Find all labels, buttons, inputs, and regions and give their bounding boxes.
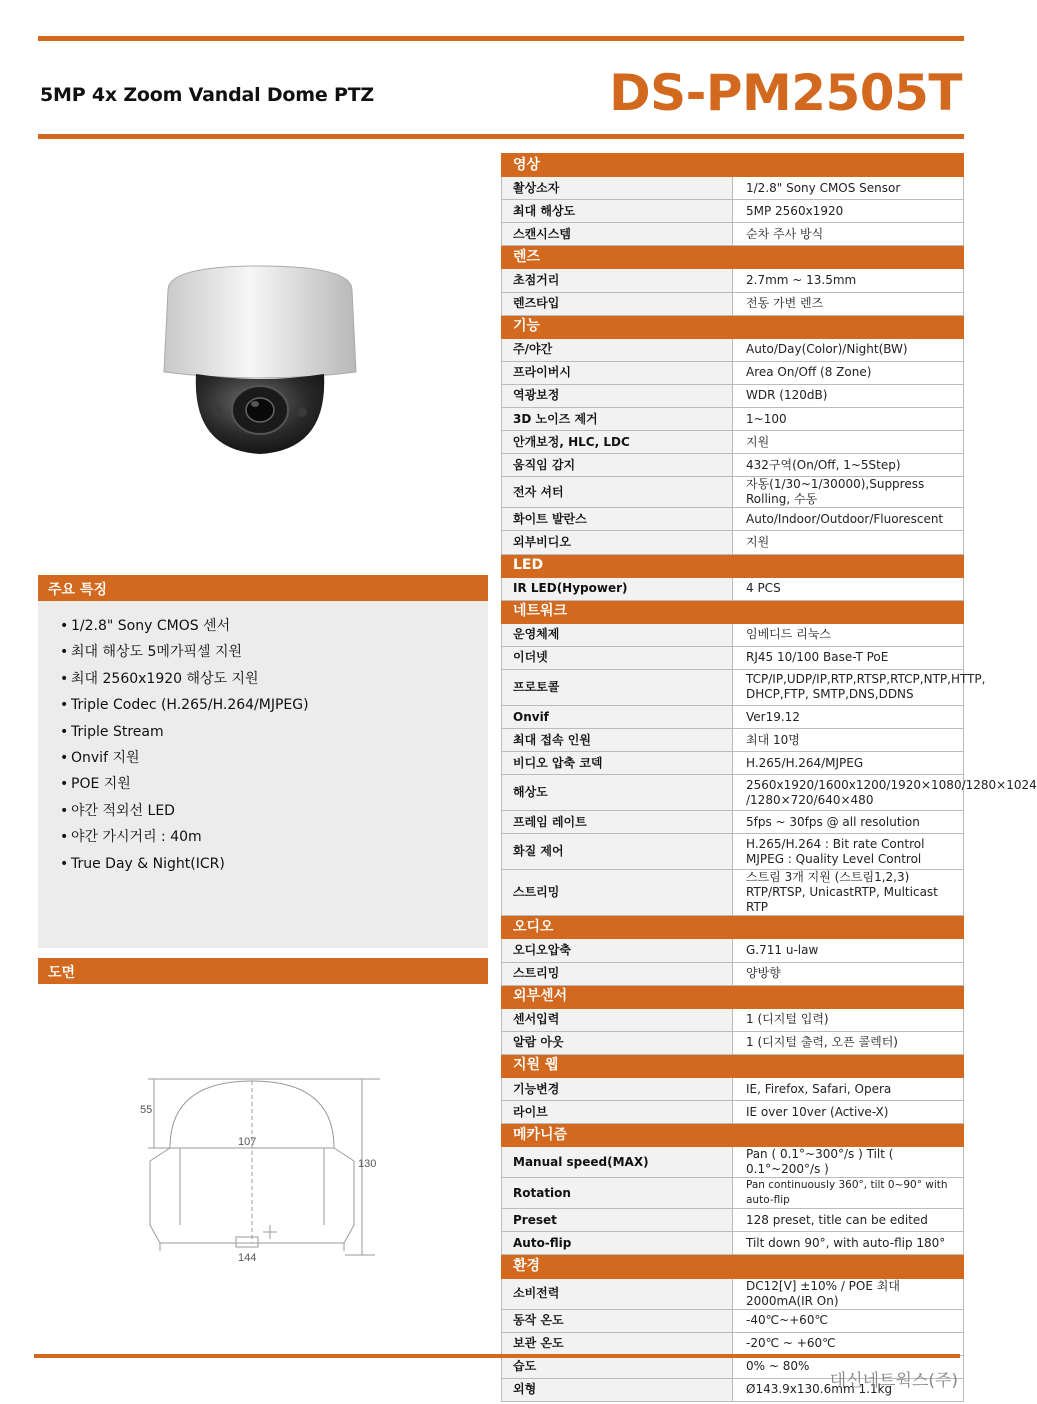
dim-width-base: 144: [238, 1252, 257, 1264]
spec-key: Manual speed(MAX): [502, 1147, 733, 1178]
spec-section-header: [502, 985, 964, 1008]
dim-width-top: 107: [238, 1136, 257, 1148]
spec-row: [502, 577, 964, 600]
spec-row: [502, 1008, 964, 1031]
spec-row: [502, 1209, 964, 1232]
spec-section-title: 오디오: [502, 916, 964, 939]
spec-row: [502, 177, 964, 200]
spec-row: [502, 729, 964, 752]
spec-value: -40℃~+60℃: [733, 1309, 964, 1332]
spec-section-title: 메카니즘: [502, 1124, 964, 1147]
spec-row: [502, 292, 964, 315]
product-subtitle: 5MP 4x Zoom Vandal Dome PTZ: [40, 84, 375, 106]
spec-section-title: 환경: [502, 1255, 964, 1278]
feature-item: • 최대 2560x1920 해상도 지원: [58, 666, 488, 692]
feature-item: • POE 지원: [58, 771, 488, 797]
feature-item: • 야간 적외선 LED: [58, 798, 488, 824]
dimension-drawing: [140, 1075, 400, 1264]
spec-key: 스캔시스템: [502, 223, 733, 246]
spec-key: 전자 셔터: [502, 477, 733, 508]
spec-key: 안개보정, HLC, LDC: [502, 431, 733, 454]
spec-value: Ø143.9x130.6mm 1.1kg: [733, 1378, 964, 1401]
spec-row: [502, 223, 964, 246]
spec-value: 1~100: [733, 408, 964, 431]
drawing-title: 도면: [48, 965, 76, 981]
feature-item: • 최대 해상도 5메가픽셀 지원: [58, 639, 488, 665]
drawing-title-bar: [38, 958, 488, 984]
spec-key: Onvif: [502, 705, 733, 728]
feature-item: • Onvif 지원: [58, 745, 488, 771]
spec-value: 4 PCS: [733, 577, 964, 600]
spec-key: 외형: [502, 1378, 733, 1401]
spec-key: 라이브: [502, 1101, 733, 1124]
spec-value: Area On/Off (8 Zone): [733, 361, 964, 384]
spec-value: Auto/Indoor/Outdoor/Fluorescent: [733, 508, 964, 531]
spec-key: 주/야간: [502, 338, 733, 361]
spec-key: 최대 접속 인원: [502, 729, 733, 752]
spec-key: 스트리밍: [502, 962, 733, 985]
spec-row: [502, 200, 964, 223]
spec-section-header: [502, 315, 964, 338]
spec-row: [502, 1147, 964, 1178]
spec-key: Preset: [502, 1209, 733, 1232]
spec-value: Tilt down 90°, with auto-flip 180°: [733, 1232, 964, 1255]
header-rule: [38, 134, 964, 139]
feature-item: • Triple Codec (H.265/H.264/MJPEG): [58, 692, 488, 718]
spec-key: 습도: [502, 1355, 733, 1378]
spec-row: [502, 705, 964, 728]
spec-row: [502, 269, 964, 292]
spec-row: [502, 623, 964, 646]
spec-row: [502, 1309, 964, 1332]
spec-value: H.265/H.264/MJPEG: [733, 752, 964, 775]
spec-value: Pan continuously 360°, tilt 0~90° with auto-flip: [733, 1178, 964, 1209]
footer-rule: [34, 1354, 960, 1358]
spec-row: [502, 775, 964, 811]
spec-row: [502, 531, 964, 554]
spec-row: [502, 384, 964, 407]
spec-value: IE, Firefox, Safari, Opera: [733, 1078, 964, 1101]
feature-item: • 야간 가시거리 : 40m: [58, 824, 488, 850]
spec-key: 해상도: [502, 775, 733, 811]
spec-key: 촬상소자: [502, 177, 733, 200]
spec-section-title: 지원 웹: [502, 1054, 964, 1077]
spec-key: Rotation: [502, 1178, 733, 1209]
spec-value: Auto/Day(Color)/Night(BW): [733, 338, 964, 361]
spec-value: 전동 가변 렌즈: [733, 292, 964, 315]
spec-value: G.711 u-law: [733, 939, 964, 962]
spec-row: [502, 361, 964, 384]
spec-value: 양방향: [733, 962, 964, 985]
spec-key: IR LED(Hypower): [502, 577, 733, 600]
spec-value: 지원: [733, 531, 964, 554]
spec-value: 432구역(On/Off, 1~5Step): [733, 454, 964, 477]
spec-value: WDR (120dB): [733, 384, 964, 407]
spec-key: 외부비디오: [502, 531, 733, 554]
spec-row: [502, 939, 964, 962]
product-photo: [160, 262, 360, 462]
spec-key: 보관 온도: [502, 1332, 733, 1355]
spec-key: 이더넷: [502, 646, 733, 669]
spec-value: IE over 10ver (Active-X): [733, 1101, 964, 1124]
spec-value: 1/2.8" Sony CMOS Sensor: [733, 177, 964, 200]
spec-value: 2560x1920/1600x1200/1920×1080/1280×1024 /1280×720/640×480: [733, 775, 964, 811]
spec-value: -20℃ ~ +60℃: [733, 1332, 964, 1355]
spec-key: 역광보정: [502, 384, 733, 407]
spec-value: 0% ~ 80%: [733, 1355, 964, 1378]
spec-row: [502, 1332, 964, 1355]
spec-value: 지원: [733, 431, 964, 454]
spec-value: 임베디드 리눅스: [733, 623, 964, 646]
company-name: 대신네트웍스(주): [829, 1371, 958, 1391]
spec-row: [502, 834, 964, 870]
spec-section-title: 외부센서: [502, 985, 964, 1008]
spec-row: [502, 477, 964, 508]
dim-height-total: 130: [358, 1158, 377, 1170]
spec-row: [502, 669, 964, 705]
spec-key: 동작 온도: [502, 1309, 733, 1332]
model-number: DS-PM2505T: [609, 64, 962, 122]
spec-section-header: [502, 154, 964, 177]
spec-row: [502, 1278, 964, 1309]
spec-row: [502, 1101, 964, 1124]
spec-section-title: 영상: [502, 154, 964, 177]
spec-key: 화질 제어: [502, 834, 733, 870]
spec-row: [502, 1232, 964, 1255]
spec-section-header: [502, 1124, 964, 1147]
spec-key: 프로토콜: [502, 669, 733, 705]
spec-section-title: LED: [502, 554, 964, 577]
spec-value: RJ45 10/100 Base-T PoE: [733, 646, 964, 669]
spec-key: 비디오 압축 코덱: [502, 752, 733, 775]
feature-item: • Triple Stream: [58, 719, 488, 745]
spec-key: 프레임 레이트: [502, 811, 733, 834]
features-title-bar: [38, 575, 488, 601]
spec-row: [502, 431, 964, 454]
spec-value: 스트림 3개 지원 (스트림1,2,3) RTP/RTSP, UnicastRTP, Multicast RTP: [733, 870, 964, 916]
spec-row: [502, 1031, 964, 1054]
spec-value: DC12[V] ±10% / POE 최대 2000mA(IR On): [733, 1278, 964, 1309]
spec-row: [502, 338, 964, 361]
spec-value: 128 preset, title can be edited: [733, 1209, 964, 1232]
spec-value: 최대 10명: [733, 729, 964, 752]
spec-key: 스트리밍: [502, 870, 733, 916]
spec-section-header: [502, 246, 964, 269]
spec-key: 운영체제: [502, 623, 733, 646]
features-list: [38, 601, 488, 877]
spec-key: 움직임 감지: [502, 454, 733, 477]
spec-value: 5MP 2560x1920: [733, 200, 964, 223]
spec-key: 3D 노이즈 제거: [502, 408, 733, 431]
spec-section-header: [502, 554, 964, 577]
spec-key: 초점거리: [502, 269, 733, 292]
spec-section-header: [502, 600, 964, 623]
spec-key: 최대 해상도: [502, 200, 733, 223]
spec-value: 5fps ~ 30fps @ all resolution: [733, 811, 964, 834]
spec-key: 오디오압축: [502, 939, 733, 962]
spec-key: 렌즈타입: [502, 292, 733, 315]
spec-key: 소비전력: [502, 1278, 733, 1309]
features-panel: [38, 601, 488, 948]
spec-row: [502, 811, 964, 834]
spec-value: Ver19.12: [733, 705, 964, 728]
spec-row: [502, 962, 964, 985]
spec-table: [501, 153, 1037, 1402]
features-title: 주요 특징: [48, 582, 107, 598]
spec-value: 1 (디지털 출력, 오픈 콜렉터): [733, 1031, 964, 1054]
top-rule: [38, 36, 964, 41]
spec-row: [502, 1078, 964, 1101]
spec-section-header: [502, 1054, 964, 1077]
spec-row: [502, 508, 964, 531]
spec-row: [502, 646, 964, 669]
spec-value: H.265/H.264 : Bit rate Control MJPEG : Quality Level Control: [733, 834, 964, 870]
feature-item: • 1/2.8" Sony CMOS 센서: [58, 613, 488, 639]
spec-section-header: [502, 916, 964, 939]
dim-height-top: 55: [140, 1104, 153, 1116]
spec-value: Pan ( 0.1°~300°/s ) Tilt ( 0.1°~200°/s ): [733, 1147, 964, 1178]
spec-value: 자동(1/30~1/30000),Suppress Rolling, 수동: [733, 477, 964, 508]
spec-value: 1 (디지털 입력): [733, 1008, 964, 1031]
spec-key: 프라이버시: [502, 361, 733, 384]
spec-row: [502, 454, 964, 477]
spec-key: 기능변경: [502, 1078, 733, 1101]
spec-value: 2.7mm ~ 13.5mm: [733, 269, 964, 292]
spec-section-title: 기능: [502, 315, 964, 338]
spec-value: TCP/IP,UDP/IP,RTP,RTSP,RTCP,NTP,HTTP, DHCP,FTP, SMTP,DNS,DDNS: [733, 669, 964, 705]
spec-section-title: 렌즈: [502, 246, 964, 269]
spec-row: [502, 870, 964, 916]
spec-key: Auto-flip: [502, 1232, 733, 1255]
spec-value: 순차 주사 방식: [733, 223, 964, 246]
spec-key: 센서입력: [502, 1008, 733, 1031]
spec-key: 화이트 발란스: [502, 508, 733, 531]
spec-row: [502, 752, 964, 775]
spec-row: [502, 1178, 964, 1209]
spec-section-header: [502, 1255, 964, 1278]
feature-item: • True Day & Night(ICR): [58, 851, 488, 877]
spec-key: 알람 아웃: [502, 1031, 733, 1054]
spec-section-title: 네트워크: [502, 600, 964, 623]
spec-row: [502, 408, 964, 431]
